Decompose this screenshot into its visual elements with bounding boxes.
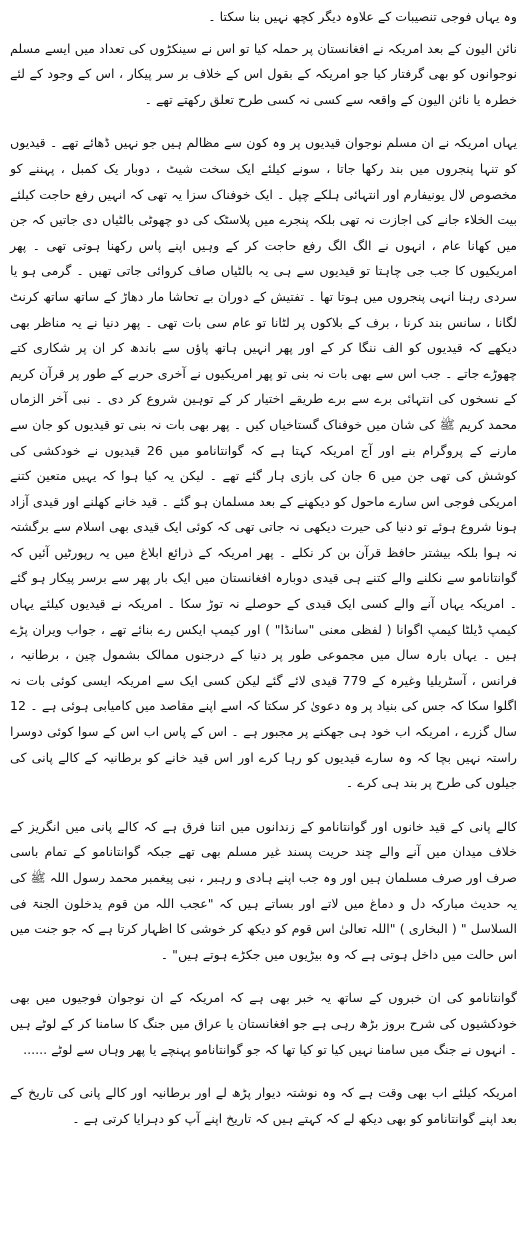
article-paragraph-arrests: نائن الیون کے بعد امریکہ نے افغانستان پر حملہ کیا تو اس نے سینکڑوں کی تعداد میں ایسے مسلم نوجوانوں کو بھی گرفتار کیا جو امریکہ کے بقول اس کے خلاف بر سر پیکار ، اس کے وجود کے لئے خطرہ یا نائن الیون کے واقعہ سے کسی نہ کسی طرح تعلق رکھتے تھے ۔ [10,40,517,107]
article-paragraph-detention-conditions: یہاں امریکہ نے ان مسلم نوجوان قیدیوں پر وہ کون سے مظالم ہیں جو نہیں ڈھائے تھے ۔ قیدیوں کو تنہا پنجروں میں بند رکھا جاتا ، سونے کیلئے ایک سخت شیٹ ، دوبار یک کمبل ، پہننے کو مخصوص لال یونیفارم اور انتہائی ہلکے چپل ۔ ایک خوفناک سزا یہ تھی کہ انہیں رفع حاجت کیلئے بیت الخلاء جانے کی اجازت نہ تھی بلکہ پنجرے میں پلاسٹک کی دو چھوٹی بالٹیاں دی جاتیں کہ جن میں کھانا عام ، انہوں نے الگ الگ رفع حاجت کر کے وہیں اپنے پاس رکھنا ہوتی تھی ۔ پھر امریکیوں کا جب جی چاہتا تو قیدیوں سے ہی یہ بالٹیاں صاف کروائی جاتی تھیں ۔ گرمی ہو یا سردی رہنا انہی پنجروں میں ہوتا تھا ۔ تفتیش کے دوران بے تحاشا مار دھاڑ کے ساتھ ساتھ کرنٹ لگانا ، سانس بند کرنا ، برف کے بلاکوں پر لٹانا تو عام سی بات تھی ۔ پھر دنیا نے یہ مناظر بھی دیکھے کہ قیدیوں کو الف ننگا کر کے اور پھر انہیں ہاتھ پاؤں سے باندھ کر ان پر شکاری کتے چھوڑے جاتے ۔ جب اس سے بھی بات نہ بنی تو پھر امریکیوں نے آخری حربے کے طور پر قرآن کریم کے نسخوں کی انتہائی برے سے برے طریقے اختیار کر کے توہین شروع کر دی ۔ نبی آخر الزماں محمد کریم ﷺ کی شان میں خوفناک گستاخیاں کیں ۔ پھر بھی بات نہ بنی تو قیدیوں کو جان سے مارنے کے پروگرام بنے اور آج امریکہ کہتا ہے کہ گوانتانامو میں 26 قیدیوں نے خودکشی کی کوشش کی تھی جن میں 6 جان کی بازی ہار گئے تھے ۔ لیکن یہ کیا ہوا کہ یہیں متعین کتنے امریکی فوجی اس سارے ماحول کو دیکھنے کے بعد مسلمان ہو گئے ۔ قید خانے کھلنے اور قیدی آزاد ہونا شروع ہوئے تو دنیا کی حیرت دیکھی نہ جاتی تھی کہ کوئی ایک قیدی بھی اسلام سے برگشتہ نہ ہوا بلکہ بیشتر حافظ قرآن بن کر نکلے ۔ پھر امریکہ کے ذرائع ابلاغ میں یہ رپورٹیں آئیں کہ گوانتانامو سے نکلنے والے کتنے ہی قیدی دوبارہ افغانستان میں ایک بار پھر سے برسر پیکار ہو گئے ۔ امریکہ یہاں آنے والے کسی ایک قیدی کے حوصلے نہ توڑ سکا ۔ امریکہ نے قیدیوں کیلئے یہاں کیمپ ڈیلٹا کیمپ اگوانا ( لفظی معنی "سانڈا" ) اور کیمپ ایکس رے بنائے تھے ، جواب ویران پڑے ہیں ۔ یہاں بارہ سال میں مجموعی طور پر دنیا کے درجنوں ممالک بشمول چین ، برطانیہ ، فرانس ، آسٹریلیا وغیرہ کے 779 قیدی لائے گئے لیکن کسی ایک سے امریکہ ایسی کوئی بات نہ اگلوا سکا کہ جس کی بنیاد پر وہ دعویٰ کر سکتا کہ اسے اپنے مقاصد میں کامیابی ہوئی ہے ۔ 12 سال گزرے ، امریکہ اب خود ہی جھکنے پر مجبور ہے ۔ اس کے پاس اب اس کے سوا کوئی دوسرا راستہ نہیں بچا کہ وہ سارے قیدیوں کو رہا کرے اور اس قید خانے کو برطانیہ کے کالے پانی کی جیلوں کی طرح پر بند ہی کرے ۔ [10,135,517,791]
article-paragraph-kala-pani-comparison: کالے پانی کے قید خانوں اور گوانتانامو کے زندانوں میں اتنا فرق ہے کہ کالے پانی میں انگریز کے خلاف میدان میں آنے والے چند حریت پسند غیر مسلم بھی تھے جبکہ گوانتانامو کے تمام باسی صرف اور صرف مسلمان ہیں اور وہ جب اپنے ہادی و رہبر ، نبی پیغمبر محمد رسول اللہ ﷺ کی یہ حدیث مبارکہ دل و دماغ میں لاتے اور بساتے ہیں کہ "عجب اللہ من قوم یدخلون الجنۃ فی السلاسل " ( البخاری ) "اللہ تعالیٰ اس قوم کو دیکھ کر خوشی کا اظہار کرتا ہے کہ جو جنت میں اس حالت میں داخل ہوتی ہے کہ وہ بیڑیوں میں جکڑے ہوتے ہیں" ۔ [10,818,517,962]
article-paragraph-conclusion: امریکہ کیلئے اب بھی وقت ہے کہ وہ نوشتہ دیوار پڑھ لے اور برطانیہ اور کالے پانی کی تاریخ کے بعد اپنے گوانتانامو کو بھی دیکھ لے کہ کہتے ہیں کہ تاریخ اپنے آپ کو دہرایا کرتی ہے ۔ [10,1085,517,1126]
article-paragraph-soldier-suicides: گوانتانامو کی ان خبروں کے ساتھ یہ خبر بھی ہے کہ امریکہ کے ان نوجوان فوجیوں میں بھی خودکشیوں کی شرح بروز بڑھ رہی ہے جو افغانستان یا عراق میں جنگ کا سامنا کر کے لوٹے ہیں ۔ انہوں نے جنگ میں سامنا نہیں کیا تو کیا تھا کہ جو گوانتانامو پہنچے یا پھر وہاں سے لوٹے ...... [10,990,517,1057]
article-paragraph-intro: وہ یہاں فوجی تنصیبات کے علاوہ دیگر کچھ نہیں بنا سکتا ۔ [208,9,517,24]
